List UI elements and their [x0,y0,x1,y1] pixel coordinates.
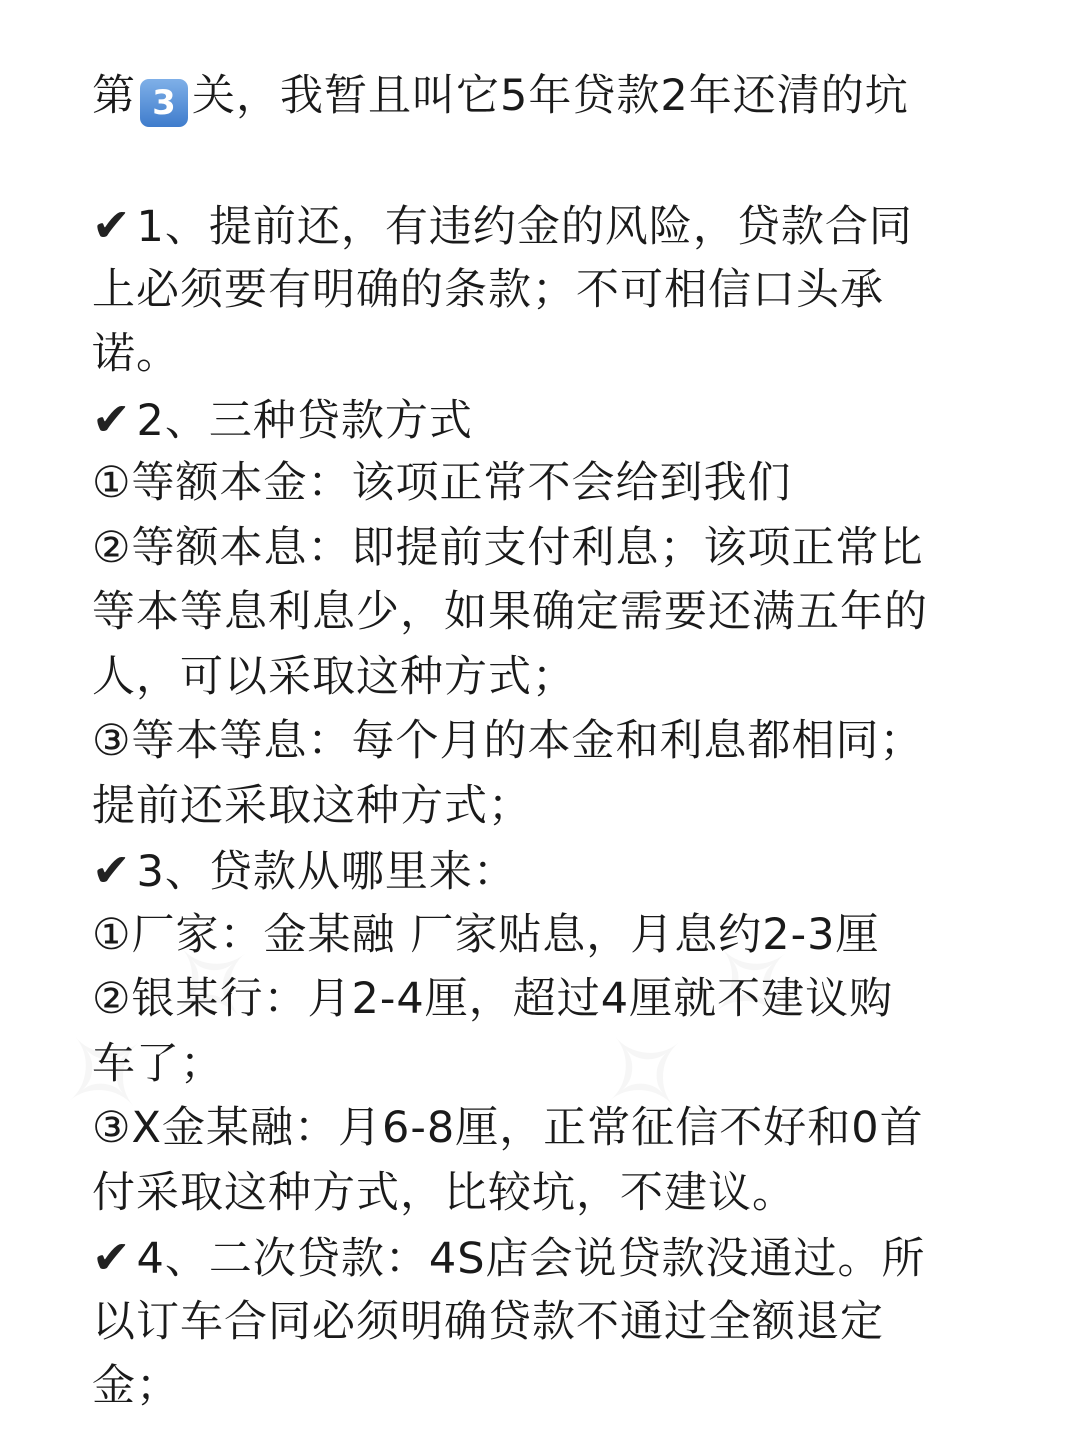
section-4-line-3: 金； [92,1361,180,1411]
section-2-line-4: 等本等息利息少，如果确定需要还满五年的 [92,587,928,637]
note-body [92,64,992,1419]
section-2-line-7: 提前还采取这种方式； [92,780,532,831]
spacer [92,129,992,194]
keycap-3-icon: 3 [140,79,188,127]
title-text: 关，我暂且叫它5年贷款2年还清的坑 [192,71,909,121]
title-line [92,64,992,129]
section-3-line-3: ②银某行：月2-4厘，超过4厘就不建议购 [92,974,894,1024]
section-4-line-2: 以订车合同必须明确贷款不通过全额退定 [92,1296,884,1347]
section-3-line-6: 付采取这种方式，比较坑，不建议。 [92,1167,796,1218]
section-3-line-1 [92,838,992,903]
section-2-line-3: ②等额本息：即提前支付利息；该项正常比 [92,522,924,573]
section-3-line-5: ③X金某融：月6-8厘，正常征信不好和0首 [92,1103,924,1153]
section-4-line-1 [92,1225,992,1290]
check-icon: ✔ [92,843,131,897]
section-1-line-1 [92,193,992,258]
section-2-line-6: ③等本等息：每个月的本金和利息都相同； [92,716,924,766]
title-prefix: 第 [92,71,136,121]
section-2-line-5: 人，可以采取这种方式； [92,651,576,702]
section-3-heading: 3、贷款从哪里来： [136,847,517,897]
section-3-line-4: 车了； [92,1038,224,1089]
section-1-line-2: 上必须要有明确的条款；不可相信口头承 [92,264,884,315]
section-2-line-1 [92,387,992,452]
section-3-line-2: ①厂家：金某融 厂家贴息，月息约2-3厘 [92,909,880,960]
section-4-heading: 4、二次贷款：4S店会说贷款没通过。所 [136,1234,926,1284]
section-2-heading: 2、三种贷款方式 [136,395,473,446]
check-icon: ✔ [92,391,131,446]
check-icon: ✔ [92,1230,131,1284]
section-2-line-2: ①等额本金：该项正常不会给到我们 [92,458,792,508]
section-1-heading: 1、提前还，有违约金的风险，贷款合同 [136,202,913,252]
check-icon: ✔ [92,198,131,252]
section-1-line-3: 诺。 [92,329,180,379]
